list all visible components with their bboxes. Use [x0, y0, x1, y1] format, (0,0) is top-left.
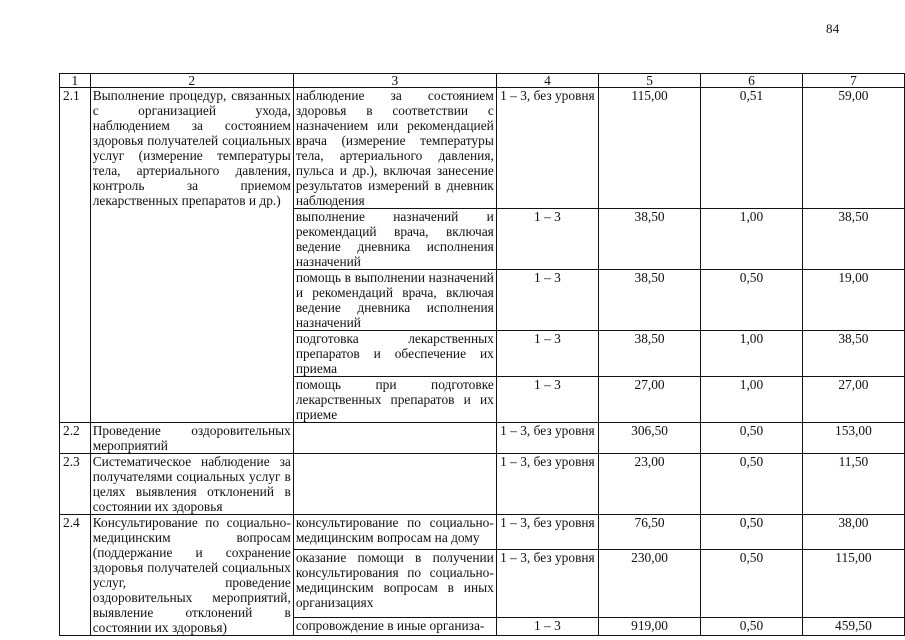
total-cell: 59,00	[802, 88, 904, 209]
level-cell: 1 – 3, без уровня	[496, 88, 598, 209]
total-cell: 38,50	[802, 209, 904, 270]
table-row	[60, 88, 905, 209]
column-header: 5	[599, 74, 701, 88]
level-cell: 1 – 3, без уровня	[496, 549, 598, 617]
column-header: 3	[293, 74, 496, 88]
coefficient-cell: 0,51	[701, 88, 803, 209]
row-number: 2.2	[60, 423, 91, 454]
coefficient-cell: 0,50	[701, 549, 803, 617]
price-cell: 38,50	[599, 331, 701, 377]
price-cell: 306,50	[599, 423, 701, 454]
coefficient-cell: 0,50	[701, 618, 803, 636]
price-cell: 230,00	[599, 549, 701, 617]
total-cell: 38,50	[802, 331, 904, 377]
column-header: 1	[60, 74, 91, 88]
level-cell: 1 – 3, без уровня	[496, 454, 598, 515]
total-cell: 19,00	[802, 270, 904, 331]
total-cell: 459,50	[802, 618, 904, 636]
sub-service: консультирование по социально-медицинским вопросам на дому	[293, 515, 496, 550]
service-name: Выполнение процедур, связанных с организацией ухода, наблюдением за состоянием здоровья получателей социальных услуг (измерение температуры тела, артериального давления, контроль за приемом лекарственных препаратов и др.)	[90, 88, 293, 423]
level-cell: 1 – 3	[496, 270, 598, 331]
level-cell: 1 – 3, без уровня	[496, 515, 598, 550]
price-cell: 919,00	[599, 618, 701, 636]
level-cell: 1 – 3	[496, 331, 598, 377]
coefficient-cell: 0,50	[701, 454, 803, 515]
coefficient-cell: 0,50	[701, 515, 803, 550]
coefficient-cell: 1,00	[701, 209, 803, 270]
price-cell: 38,50	[599, 270, 701, 331]
level-cell: 1 – 3, без уровня	[496, 423, 598, 454]
table-row	[60, 515, 905, 550]
sub-service: наблюдение за состоянием здоровья в соответствии с назначением или рекомендацией врача (измерение температуры тела, артериального давления, пульса и др.), включая занесение результатов измерений в дневник наблюдения	[293, 88, 496, 209]
tariff-table	[59, 73, 905, 636]
sub-service: сопровождение в иные организа-	[293, 618, 496, 636]
sub-service: помощь при подготовке лекарственных препаратов и их приеме	[293, 377, 496, 423]
service-name: Систематическое наблюдение за получателями социальных услуг в целях выявления отклонений в состоянии их здоровья	[90, 454, 293, 515]
coefficient-cell: 1,00	[701, 377, 803, 423]
sub-service	[293, 454, 496, 515]
total-cell: 115,00	[802, 549, 904, 617]
sub-service: оказание помощи в получении консультирования по социально-медицинским вопросам в иных организациях	[293, 549, 496, 617]
row-number: 2.3	[60, 454, 91, 515]
page-number: 84	[826, 21, 840, 36]
coefficient-cell: 1,00	[701, 331, 803, 377]
price-cell: 38,50	[599, 209, 701, 270]
price-cell: 27,00	[599, 377, 701, 423]
sub-service: подготовка лекарственных препаратов и обеспечение их приема	[293, 331, 496, 377]
row-number: 2.4	[60, 515, 91, 636]
table-row	[60, 423, 905, 454]
total-cell: 27,00	[802, 377, 904, 423]
price-cell: 115,00	[599, 88, 701, 209]
service-name: Консультирование по социально-медицинским вопросам (поддержание и сохранение здоровья получателей социальных услуг, проведение оздоровительных мероприятий, выявление отклонений в состоянии их здоровья)	[90, 515, 293, 636]
column-header: 7	[802, 74, 904, 88]
column-header: 4	[496, 74, 598, 88]
service-name: Проведение оздоровительных мероприятий	[90, 423, 293, 454]
column-header: 2	[90, 74, 293, 88]
sub-service: выполнение назначений и рекомендаций врача, включая ведение дневника исполнения назначений	[293, 209, 496, 270]
level-cell: 1 – 3	[496, 377, 598, 423]
column-header: 6	[701, 74, 803, 88]
coefficient-cell: 0,50	[701, 423, 803, 454]
column-number-row	[60, 74, 905, 88]
price-cell: 76,50	[599, 515, 701, 550]
total-cell: 153,00	[802, 423, 904, 454]
price-cell: 23,00	[599, 454, 701, 515]
sub-service: помощь в выполнении назначений и рекомендаций врача, включая ведение дневника исполнения назначений	[293, 270, 496, 331]
level-cell: 1 – 3	[496, 618, 598, 636]
coefficient-cell: 0,50	[701, 270, 803, 331]
total-cell: 11,50	[802, 454, 904, 515]
row-number: 2.1	[60, 88, 91, 423]
table-row	[60, 454, 905, 515]
level-cell: 1 – 3	[496, 209, 598, 270]
sub-service	[293, 423, 496, 454]
total-cell: 38,00	[802, 515, 904, 550]
